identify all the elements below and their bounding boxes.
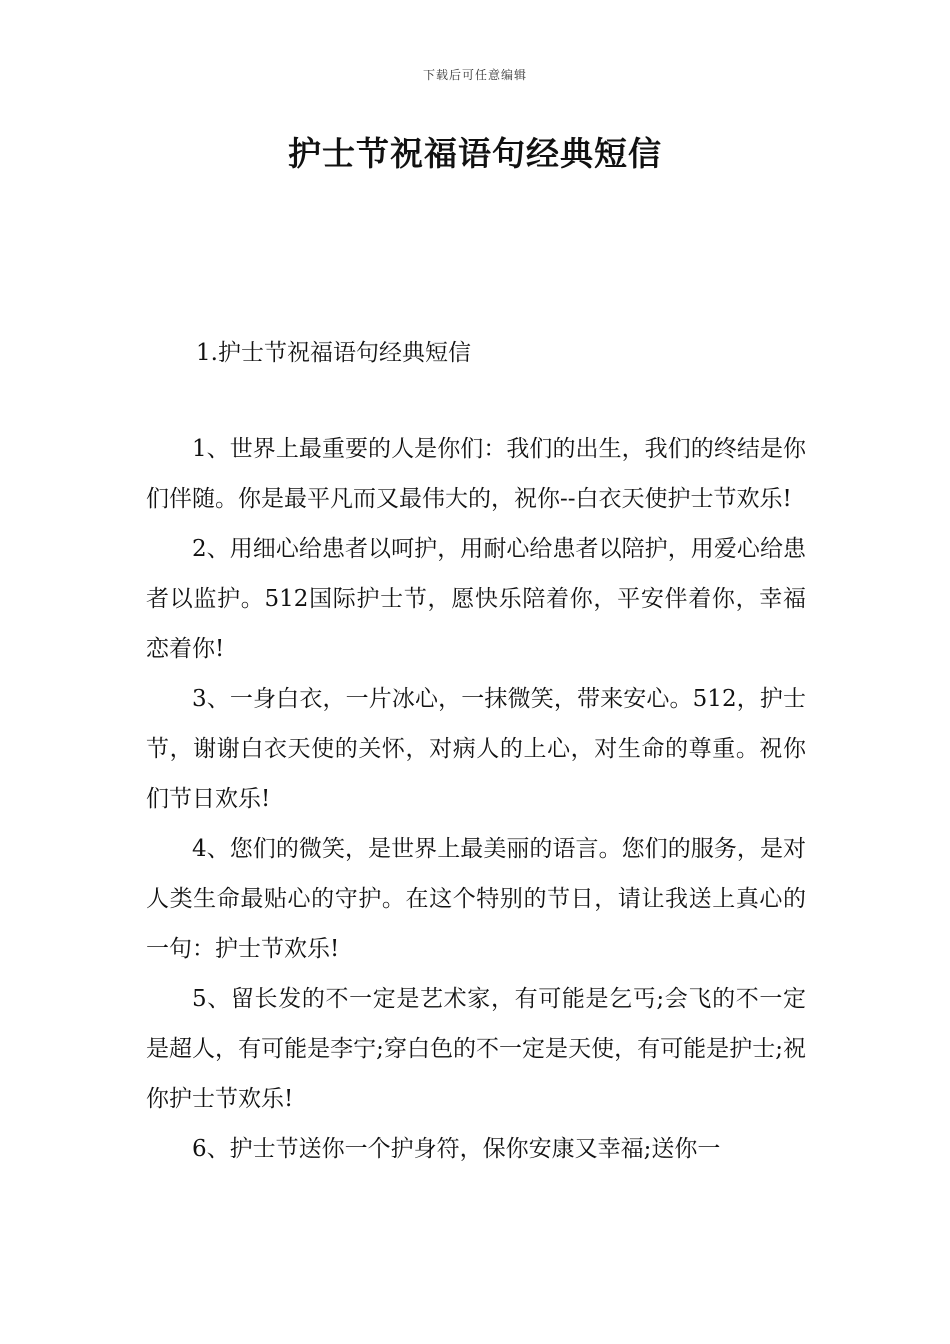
paragraph-4: 4、您们的微笑，是世界上最美丽的语言。您们的服务，是对人类生命最贴心的守护。在这个特别的节日，请让我送上真心的一句：护士节欢乐! [146,836,806,962]
paragraph-1: 1、世界上最重要的人是你们：我们的出生，我们的终结是你们伴随。你是最平凡而又最伟大的，祝你--白衣天使护士节欢乐! [146,436,806,512]
paragraph-3: 3、一身白衣，一片冰心，一抹微笑，带来安心。512，护士节，谢谢白衣天使的关怀，对病人的上心，对生命的尊重。祝你们节日欢乐! [146,686,806,812]
document-title: 护士节祝福语句经典短信 [288,134,662,173]
header-note: 下载后可任意编辑 [422,68,527,82]
paragraph-2: 2、用细心给患者以呵护，用耐心给患者以陪护，用爱心给患者以监护。512国际护士节，愿快乐陪着你，平安伴着你，幸福恋着你! [146,536,806,662]
section-heading: 1.护士节祝福语句经典短信 [196,340,471,366]
body-text [146,424,806,1174]
paragraph-6: 6、护士节送你一个护身符，保你安康又幸福;送你一 [192,1136,721,1162]
paragraph-5: 5、留长发的不一定是艺术家，有可能是乞丐;会飞的不一定是超人，有可能是李宁;穿白色的不一定是天使，有可能是护士;祝你护士节欢乐! [146,986,806,1112]
